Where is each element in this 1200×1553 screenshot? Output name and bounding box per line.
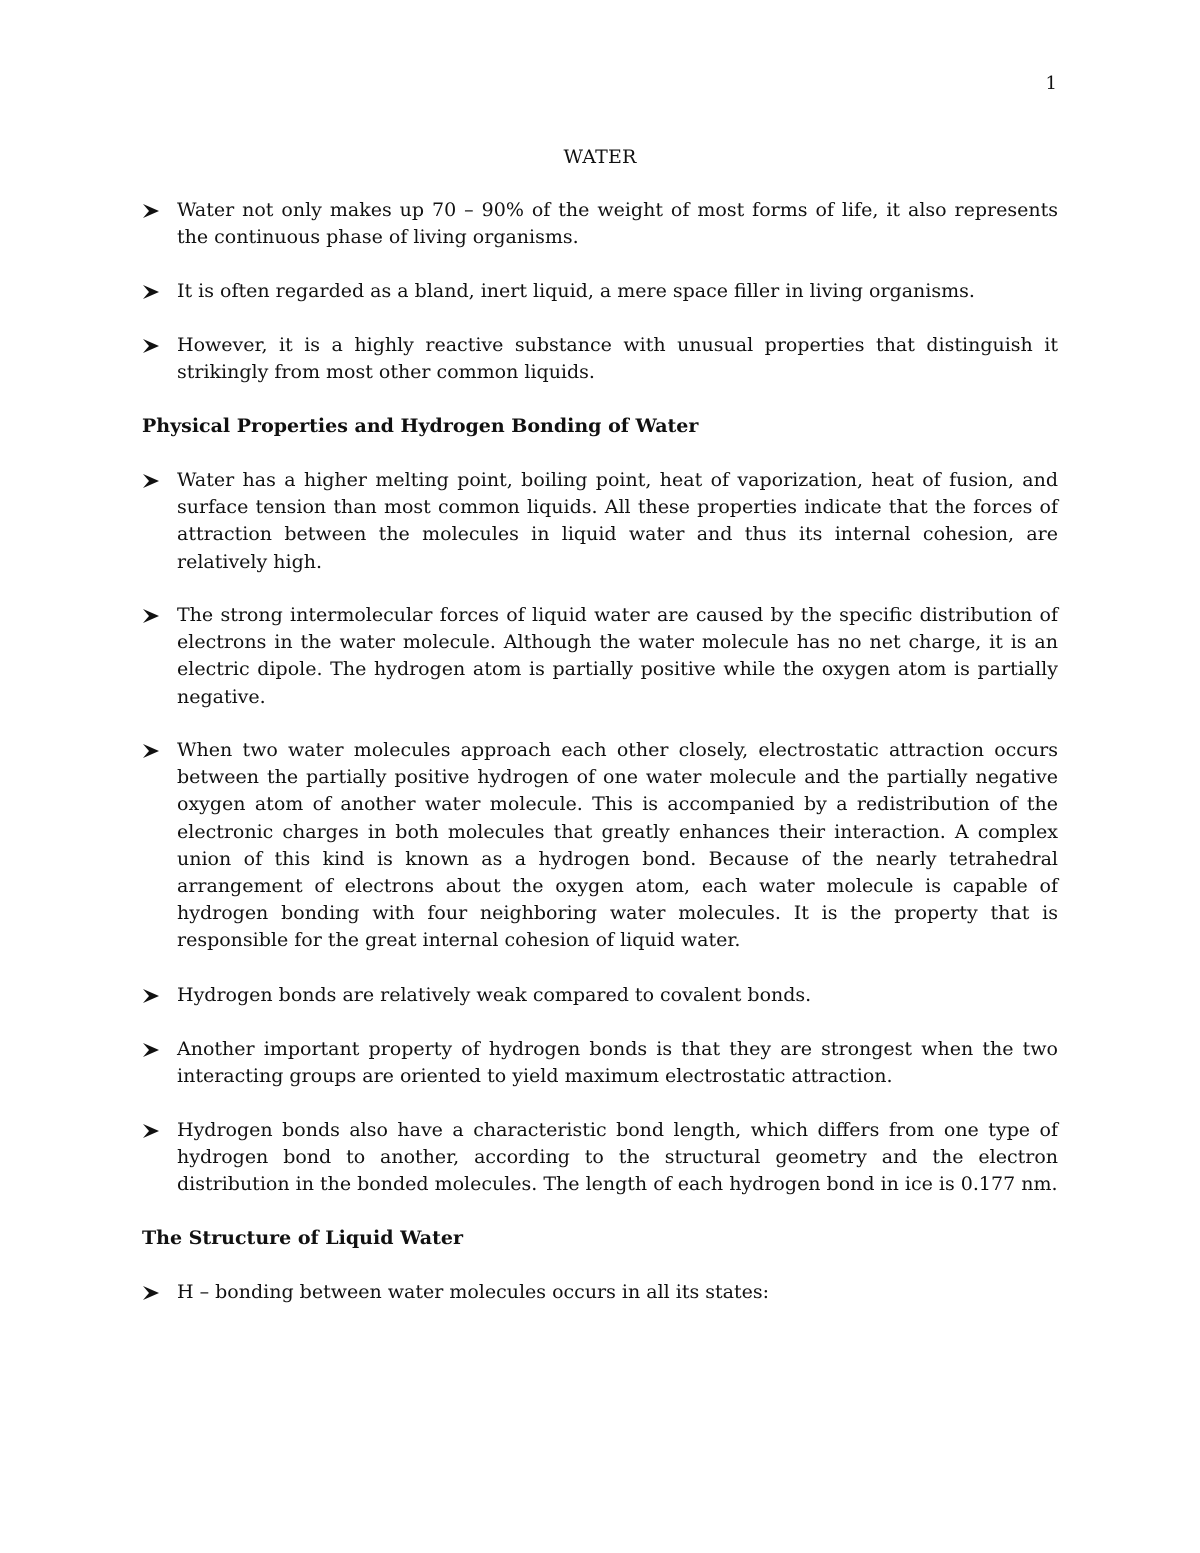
arrowhead-bullet-icon — [142, 473, 160, 489]
arrowhead-bullet-icon — [142, 1123, 160, 1139]
bullet-text: H – bonding between water molecules occurs in all its states: — [177, 1281, 770, 1303]
document-title: WATER — [563, 146, 637, 168]
list-item — [142, 1036, 1058, 1090]
arrowhead-bullet-icon — [142, 284, 160, 300]
arrowhead-bullet-icon — [142, 743, 160, 759]
list-item — [142, 197, 1058, 251]
bullet-text: Hydrogen bonds are relatively weak compared to covalent bonds. — [177, 984, 812, 1006]
bullet-text: However, it is a highly reactive substance with unusual properties that distinguish it strikingly from most other common liquids. — [177, 334, 1058, 384]
bullet-text: Another important property of hydrogen bonds is that they are strongest when the two interacting groups are oriented to yield maximum electrostatic attraction. — [177, 1038, 1058, 1088]
list-item — [142, 1117, 1058, 1199]
arrowhead-bullet-icon — [142, 608, 160, 624]
list-item — [142, 467, 1058, 576]
arrowhead-bullet-icon — [142, 1042, 160, 1058]
bullet-text: When two water molecules approach each other closely, electrostatic attraction occurs between the partially positive hydrogen of one water molecule and the partially negative oxygen atom of another water molecule. This is accompanied by a redistribution of the electronic charges in both molecules that greatly enhances their interaction. A complex union of this kind is known as a hydrogen bond. Because of the nearly tetrahedral arrangement of electrons about the oxygen atom, each water molecule is capable of hydrogen bonding with four neighboring water molecules. It is the property that is responsible for the great internal cohesion of liquid water. — [177, 739, 1058, 952]
section-heading: The Structure of Liquid Water — [142, 1227, 463, 1249]
page-number: 1 — [1045, 73, 1057, 94]
list-item — [142, 982, 1058, 1009]
arrowhead-bullet-icon — [142, 338, 160, 354]
list-item — [142, 332, 1058, 386]
list-item — [142, 602, 1058, 711]
bullet-text: Hydrogen bonds also have a characteristic bond length, which differs from one type of hydrogen bond to another, according to the structural geometry and the electron distribution in the bonded molecules. The length of each hydrogen bond in ice is 0.177 nm. — [177, 1119, 1058, 1196]
bullet-text: Water not only makes up 70 – 90% of the weight of most forms of life, it also represents the continuous phase of living organisms. — [177, 199, 1058, 249]
bullet-text: The strong intermolecular forces of liquid water are caused by the specific distribution of electrons in the water molecule. Although the water molecule has no net charge, it is an electric dipole. The hydrogen atom is partially positive while the oxygen atom is partially negative. — [177, 604, 1058, 708]
arrowhead-bullet-icon — [142, 203, 160, 219]
list-item — [142, 278, 1058, 305]
section-heading: Physical Properties and Hydrogen Bonding of Water — [142, 415, 699, 437]
bullet-text: Water has a higher melting point, boiling point, heat of vaporization, heat of fusion, and surface tension than most common liquids. All these properties indicate that the forces of attraction between the molecules in liquid water and thus its internal cohesion, are relatively high. — [177, 469, 1058, 573]
arrowhead-bullet-icon — [142, 988, 160, 1004]
arrowhead-bullet-icon — [142, 1285, 160, 1301]
bullet-text: It is often regarded as a bland, inert liquid, a mere space filler in living organisms. — [177, 280, 975, 302]
list-item — [142, 1279, 1058, 1306]
list-item — [142, 737, 1058, 955]
